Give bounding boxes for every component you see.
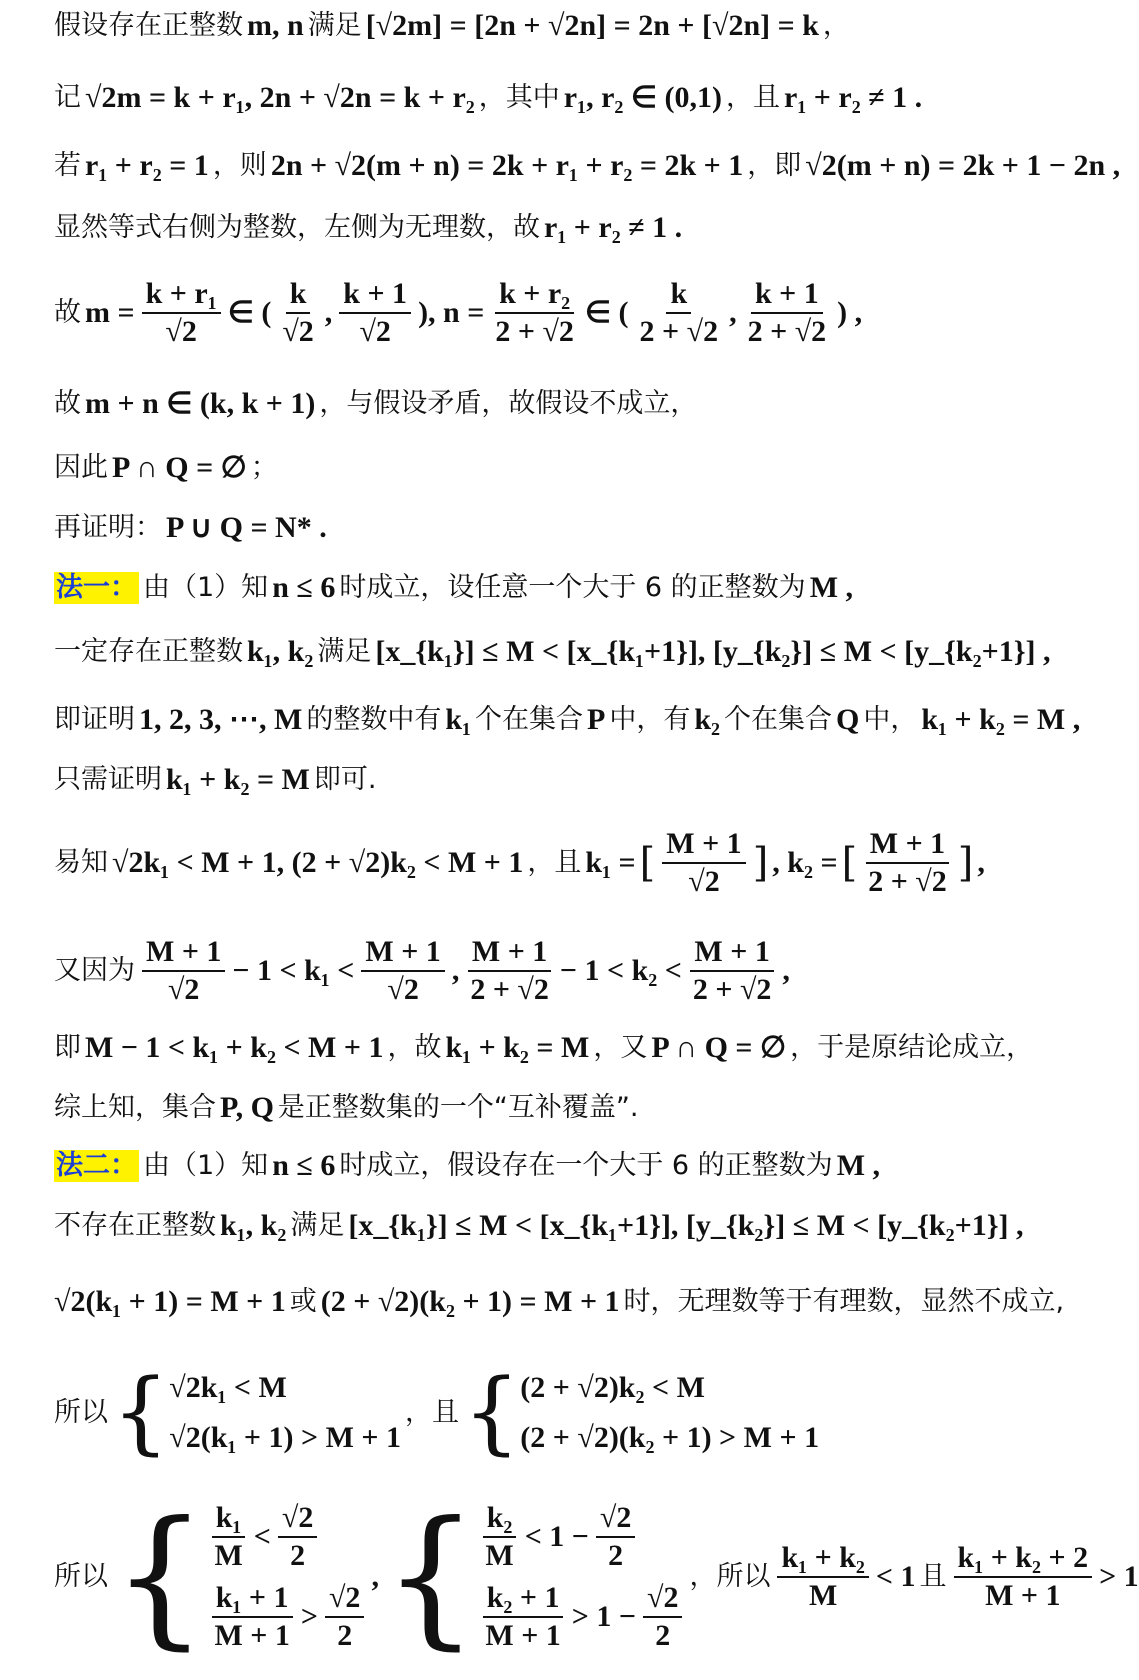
- line-11: [54, 702, 1081, 738]
- method-one-highlight: 法一：: [56, 571, 137, 603]
- fraction: $\frac{M + 1}{2 + √2}$: [689, 934, 776, 1008]
- line-19: [54, 1284, 1074, 1320]
- line-8: [54, 510, 1074, 546]
- line-18: [54, 1208, 1074, 1244]
- math: k₂: [694, 703, 721, 736]
- line-16: [54, 1090, 1074, 1126]
- text: 时成立，假设存在一个大于 6 的正整数为: [339, 1149, 833, 1181]
- text: 由（1）知: [143, 1149, 269, 1181]
- math: [x_{k₁}] ≤ M < [x_{k₁+1}], [y_{k₂}] ≤ M < [y_{k₂+1}] ,: [375, 635, 1051, 668]
- fraction: $\frac{k + 1}{√2}$: [339, 276, 411, 350]
- fraction: $\frac{\text{k₁ + k₂ + 2}}{M + 1}$: [954, 1540, 1093, 1614]
- text: 即可.: [313, 763, 377, 795]
- text: 个在集合: [724, 703, 833, 735]
- text: ；: [250, 451, 278, 483]
- math: r₁, r₂ ∈ (0,1): [563, 81, 722, 114]
- text: 只需证明: [54, 763, 162, 795]
- text: 易知: [54, 846, 108, 878]
- line-21: 所以 { $\frac{\text{k₁}}{M}$ < $\frac{√2}{2}$ $\frac{\text{k₁ + 1}}{M + 1}$ > $\frac{√2}{2}$ , { $\frac{\text{k₂}}{M}$ < 1 − $\frac{√2}{2}$ $\frac{\text{k₂ + 1}}{M + 1}$ > 1 − $\frac{√2}{2}$ ，所以 $\frac{\text{k₁ + k₂}}{M}$ < 1 且 $\frac{\text{k₁ + k₂ + 2}}{M + 1}$ > 1: [54, 1490, 1139, 1664]
- text: 假设存在正整数: [54, 9, 243, 41]
- math: ∈ (: [584, 296, 629, 329]
- fraction: $\frac{\text{k + r₂}}{2 + √2}$: [495, 277, 574, 348]
- text: 满足: [290, 1209, 345, 1241]
- text: 中，: [863, 703, 918, 735]
- math: P: [587, 703, 606, 736]
- text: 若: [54, 149, 81, 181]
- text: ，: [822, 9, 850, 41]
- math: P ∩ Q = ∅: [112, 451, 247, 484]
- method-two-highlight: 法二：: [56, 1149, 137, 1181]
- text: 或: [289, 1285, 317, 1317]
- text: 即证明: [54, 703, 135, 735]
- math: , k₂ =: [772, 846, 838, 879]
- math: m =: [85, 296, 135, 329]
- math: r₁ + r₂ ≠ 1 .: [544, 211, 683, 244]
- math: 2n + √2(m + n) = 2k + r₁ + r₂ = 2k + 1: [270, 149, 744, 182]
- math: < 1: [875, 1560, 916, 1593]
- text: 个在集合: [475, 703, 584, 735]
- text: 满足: [317, 635, 372, 667]
- text: 再证明：: [54, 511, 162, 543]
- text: 不存在正整数: [54, 1209, 216, 1241]
- text: ，所以: [689, 1560, 771, 1592]
- line-15: [54, 1030, 1074, 1066]
- math: ,: [451, 954, 460, 987]
- math: ), n =: [418, 296, 485, 329]
- fraction: $\frac{M + 1}{2 + √2}$: [864, 826, 951, 900]
- math: ,: [782, 954, 790, 987]
- line-5: 故 m = $\frac{\text{k + r₁}}{√2}$ ∈ ( $\frac{k}{√2}$ , $\frac{k + 1}{√2}$ ), n = $\frac{\text{k + r₂}}{2 + √2}$ ∈ ( $\frac{k}{2 + √2}$ , $\frac{k + 1}{2 + √2}$ ) ,: [54, 277, 863, 348]
- math: k₁, k₂: [247, 635, 314, 668]
- text: 由（1）知: [143, 571, 269, 603]
- math: [√2m] = [2n + √2n] = 2n + [√2n] = k: [365, 9, 819, 42]
- fraction: $\frac{\text{k₁ + k₂}}{M}$: [777, 1540, 868, 1614]
- math: r₁ + r₂ ≠ 1 .: [784, 81, 923, 114]
- math: k₁ + k₂ = M: [166, 763, 310, 796]
- math: k₁ =: [585, 846, 636, 879]
- text: 所以: [54, 1560, 108, 1592]
- text: 时，无理数等于有理数，显然不成立,: [623, 1285, 1065, 1317]
- text: 所以: [54, 1396, 108, 1428]
- text: ，与假设矛盾，故假设不成立，: [319, 387, 698, 419]
- math: n ≤ 6: [272, 571, 336, 604]
- line-6: [54, 386, 1074, 422]
- math: k₁, k₂: [220, 1209, 287, 1242]
- text: ，且: [726, 81, 780, 113]
- text: ，则: [212, 149, 267, 181]
- inequality-system: { $\frac{\text{k₂}}{M}$ < 1 − $\frac{√2}{2}$ $\frac{\text{k₂ + 1}}{M + 1}$ > 1 − $\frac{√2}{2}$: [383, 1500, 686, 1654]
- fraction: $\frac{M + 1}{√2}$: [142, 934, 225, 1008]
- math: 1, 2, 3, ⋯, M: [139, 703, 303, 736]
- line-12: [54, 762, 1074, 798]
- math: r₁ + r₂ = 1: [85, 149, 209, 182]
- line-14: [54, 934, 1074, 1008]
- text: 记: [54, 81, 81, 113]
- text: 故: [54, 387, 81, 419]
- text: 因此: [54, 451, 108, 483]
- line-9: [54, 570, 1074, 606]
- inequality-system: { √2k₁ < M √2(k₁ + 1) > M + 1: [112, 1360, 401, 1465]
- math: n ≤ 6: [272, 1149, 336, 1182]
- text: 且: [919, 1560, 947, 1592]
- math: ∈ (: [227, 296, 272, 329]
- math: √2(k₁ + 1) = M + 1: [54, 1285, 286, 1318]
- math: − 1 < k₁ <: [232, 954, 355, 987]
- line-17: [54, 1148, 1074, 1184]
- math: ,: [977, 846, 985, 879]
- math: k₁: [445, 703, 472, 736]
- text: 的整数中有: [306, 703, 442, 735]
- math: √2m = k + r₁, 2n + √2n = k + r₂: [85, 81, 475, 114]
- line-1: [54, 8, 1074, 44]
- text: ，于是原结论成立，: [790, 1031, 1034, 1063]
- fraction: $\frac{\text{k + r₁}}{√2}$: [142, 276, 221, 350]
- math: √2(m + n) = 2k + 1 − 2n ,: [805, 149, 1121, 182]
- fraction: $\frac{M + 1}{√2}$: [662, 826, 745, 900]
- math: Q: [836, 703, 860, 736]
- text: ，故: [387, 1031, 442, 1063]
- line-2: [54, 80, 1074, 116]
- math: [x_{k₁}] ≤ M < [x_{k₁+1}], [y_{k₂}] ≤ M < [y_{k₂+1}] ,: [348, 1209, 1024, 1242]
- fraction: $\frac{k}{√2}$: [282, 277, 314, 348]
- math: M ,: [809, 571, 854, 604]
- text: ，且: [405, 1396, 459, 1428]
- text: 故: [54, 296, 81, 328]
- text: ，又: [593, 1031, 648, 1063]
- text: 又因为: [54, 954, 135, 986]
- text: 一定存在正整数: [54, 635, 243, 667]
- text: ，其中: [478, 81, 560, 113]
- fraction: $\frac{k}{2 + √2}$: [639, 277, 719, 348]
- math: ) ,: [837, 296, 863, 329]
- fraction: $\frac{M + 1}{√2}$: [361, 934, 444, 1008]
- math: k₁ + k₂ = M ,: [921, 703, 1081, 736]
- line-4: [54, 210, 1074, 246]
- inequality-system: { (2 + √2)k₂ < M (2 + √2)(k₂ + 1) > M + 1: [463, 1360, 820, 1465]
- text: 时成立，设任意一个大于 6 的正整数为: [339, 571, 806, 603]
- math: P ∩ Q = ∅: [651, 1031, 787, 1064]
- math: M − 1 < k₁ + k₂ < M + 1: [85, 1031, 384, 1064]
- math: k₁ + k₂ = M: [445, 1031, 590, 1064]
- math: m, n: [247, 9, 304, 42]
- text: 是正整数集的一个“互补覆盖”.: [277, 1091, 639, 1123]
- text: 即: [54, 1031, 81, 1063]
- math: − 1 < k₂ <: [559, 954, 682, 987]
- math: (2 + √2)(k₂ + 1) = M + 1: [320, 1285, 620, 1318]
- fraction: $\frac{M + 1}{2 + √2}$: [466, 934, 553, 1008]
- line-7: [54, 450, 1074, 486]
- line-13: 易知 √2k₁ < M + 1, (2 + √2)k₂ < M + 1 ，且 k₁ = [ $\frac{M + 1}{√2}$ ] , k₂ = [ $\frac{M + 1}{2 + √2}$ ] ,: [54, 827, 985, 898]
- line-20: [54, 1360, 1074, 1465]
- line-3: [54, 148, 1121, 184]
- math: P, Q: [220, 1091, 274, 1124]
- math: m + n ∈ (k, k + 1): [85, 387, 316, 420]
- text: ，且: [527, 846, 582, 878]
- fraction: $\frac{k + 1}{2 + √2}$: [747, 277, 827, 348]
- math: √2k₁ < M + 1, (2 + √2)k₂ < M + 1: [112, 846, 524, 879]
- text: 综上知，集合: [54, 1091, 216, 1123]
- text: ，即: [747, 149, 802, 181]
- text: 中，有: [609, 703, 691, 735]
- line-10: [54, 634, 1074, 670]
- math: P ∪ Q = N* .: [166, 511, 327, 544]
- math: > 1: [1099, 1560, 1139, 1593]
- text: 满足: [307, 9, 362, 41]
- inequality-system: { $\frac{\text{k₁}}{M}$ < $\frac{√2}{2}$ $\frac{\text{k₁ + 1}}{M + 1}$ > $\frac{√2}{2}$: [112, 1500, 367, 1654]
- math: M ,: [836, 1149, 881, 1182]
- text: 显然等式右侧为整数，左侧为无理数，故: [54, 211, 540, 243]
